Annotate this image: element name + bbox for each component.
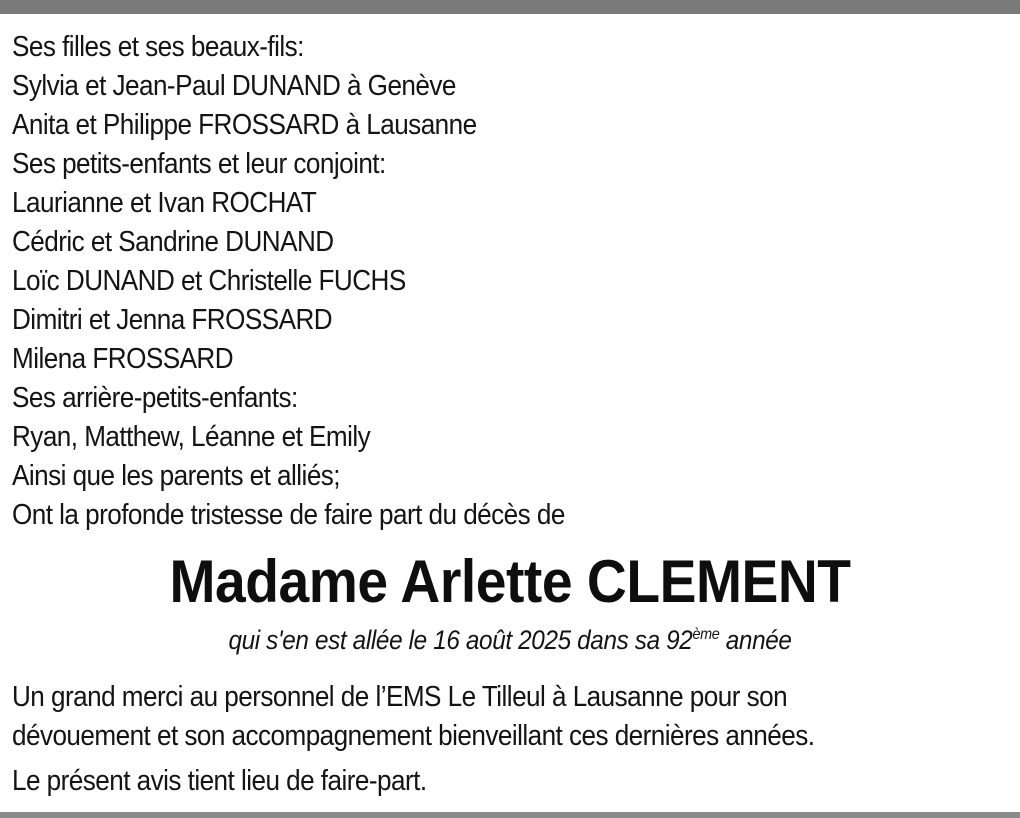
thanks-word: Tilleul xyxy=(481,681,546,713)
deceased-name: Madame Arlette CLEMENT xyxy=(169,548,851,615)
family-line: Ainsi que les parents et alliés; xyxy=(12,460,341,492)
family-line: Ont la profonde tristesse de faire part du décès de xyxy=(12,499,565,531)
thanks-word: pour xyxy=(689,681,740,713)
thanks-paragraph xyxy=(12,678,1008,756)
bottom-border-rule xyxy=(0,812,1020,818)
thanks-word: à xyxy=(552,681,566,713)
family-list xyxy=(12,28,626,535)
thanks-word: personnel xyxy=(224,681,335,713)
family-line: Ses filles et ses beaux-fils: xyxy=(12,31,304,63)
family-line: Sylvia et Jean-Paul DUNAND à Genève xyxy=(12,70,456,102)
thanks-word: Le xyxy=(447,681,476,713)
thanks-word: Un xyxy=(12,681,45,713)
thanks-word: de xyxy=(340,681,369,713)
death-date-line xyxy=(51,620,969,660)
thanks-word: merci xyxy=(121,681,183,713)
notice-line: Le présent avis tient lieu de faire-part. xyxy=(12,765,427,797)
death-text-main: qui s'en est allée le 16 août 2025 dans sa 92 xyxy=(228,625,693,655)
family-line: Laurianne et Ivan ROCHAT xyxy=(12,187,317,219)
thanks-word: au xyxy=(189,681,218,713)
family-line: Ryan, Matthew, Léanne et Emily xyxy=(12,421,371,453)
thanks-word: l’EMS xyxy=(375,681,441,713)
family-line: Cédric et Sandrine DUNAND xyxy=(12,226,334,258)
family-line: Ses arrière-petits-enfants: xyxy=(12,382,298,414)
thanks-word: Lausanne xyxy=(572,681,684,713)
ordinal-superscript: ème xyxy=(692,626,720,643)
death-text-end: année xyxy=(719,625,792,655)
family-line: Loïc DUNAND et Christelle FUCHS xyxy=(12,265,406,297)
family-line: Dimitri et Jenna FROSSARD xyxy=(12,304,333,336)
thanks-line-1 xyxy=(12,678,1007,717)
family-line: Milena FROSSARD xyxy=(12,343,234,375)
family-line: Ses petits-enfants et leur conjoint: xyxy=(12,148,386,180)
thanks-word: son xyxy=(746,681,788,713)
family-line: Anita et Philippe FROSSARD à Lausanne xyxy=(12,109,477,141)
top-border-rule xyxy=(0,0,1020,14)
thanks-line-2: dévouement et son accompagnement bienveillant ces dernières années. xyxy=(12,720,815,752)
thanks-word: grand xyxy=(51,681,116,713)
